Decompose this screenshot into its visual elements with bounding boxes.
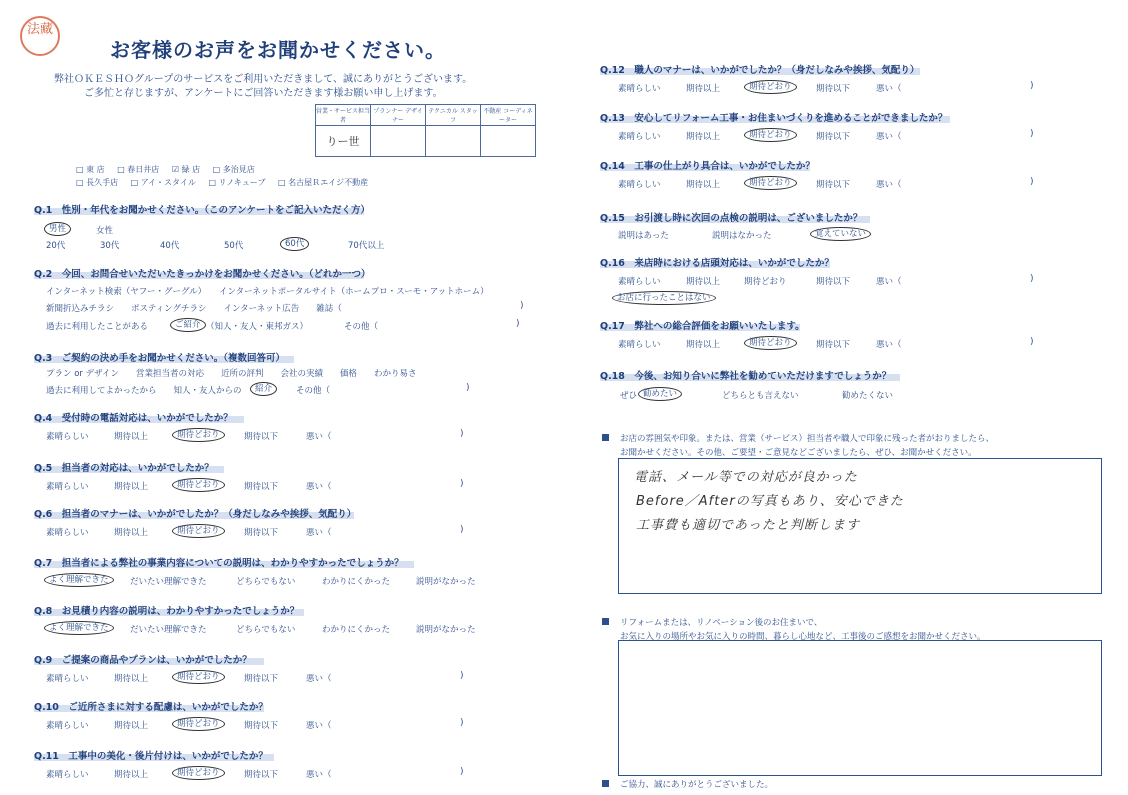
age-option-selected[interactable]: 60代	[280, 237, 309, 251]
store-row-2	[76, 177, 378, 188]
store-option[interactable]: □ リノキューブ	[208, 178, 266, 187]
q13-option-selected[interactable]: 期待どおり	[744, 128, 797, 142]
q14-option[interactable]: 期待以下	[816, 180, 851, 190]
q5-option[interactable]: 期待以上	[114, 482, 149, 492]
store-row-1	[76, 164, 265, 175]
q15-option-selected[interactable]: 覚えていない	[810, 227, 871, 241]
q16-option[interactable]: 期待以下	[816, 277, 851, 287]
q4-option[interactable]: 素晴らしい	[46, 432, 89, 442]
q8-option[interactable]: どちらでもない	[236, 625, 296, 635]
q14-option[interactable]: 期待以上	[686, 180, 721, 190]
q16-option[interactable]: 期待どおり	[744, 277, 787, 287]
q17-option[interactable]: 悪い（	[876, 340, 902, 350]
question-10: Q.10 ご近所さまに対する配慮は、いかがでしたか？	[34, 702, 268, 713]
question-1: Q.1 性別・年代をお聞かせください。（このアンケートをご記入いただく方）	[34, 205, 370, 216]
q14-option-selected[interactable]: 期待どおり	[744, 176, 797, 190]
handwritten-line: 電話、メール等での対応が良かった	[634, 470, 858, 485]
q3-options-1[interactable]: プラン or デザイン 営業担当者の対応 近所の評判 会社の実績 価格 わかり易さ	[46, 369, 417, 379]
q6-option[interactable]: 期待以下	[244, 528, 279, 538]
q8-option-selected[interactable]: よく理解できた	[44, 621, 114, 635]
question-16: Q.16 来店時における店頭対応は、いかがでしたか？	[600, 258, 834, 269]
q7-option[interactable]: だいたい理解できた	[130, 577, 207, 587]
q18-option[interactable]: 勧めたくない	[842, 391, 894, 401]
question-13: Q.13 安心してリフォーム工事・お住まいづくりを進めることができましたか？	[600, 113, 948, 124]
store-option[interactable]: □ 長久手店	[76, 178, 119, 187]
q12-option[interactable]: 素晴らしい	[618, 84, 661, 94]
age-option[interactable]: 70代以上	[348, 241, 385, 251]
thanks-text: ご協力、誠にありがとうございました。	[620, 780, 774, 790]
q9-option[interactable]: 期待以下	[244, 674, 279, 684]
staff-header: プランナー デザイナー	[371, 105, 426, 126]
q10-option[interactable]: 素晴らしい	[46, 721, 89, 731]
age-option[interactable]: 50代	[224, 241, 244, 251]
store-option[interactable]: □ 多治見店	[212, 165, 255, 174]
store-option[interactable]: □ 春日井店	[117, 165, 160, 174]
q2-referral-selected[interactable]: ご紹介	[170, 318, 206, 332]
question-5: Q.5 担当者の対応は、いかがでしたか？	[34, 463, 214, 474]
question-9: Q.9 ご提案の商品やプランは、いかがでしたか？	[34, 655, 252, 666]
q12-option[interactable]: 悪い（	[876, 84, 902, 94]
q2-options-1[interactable]: インターネット検索（ヤフー・グーグル） インターネットポータルサイト（ホームプロ・スーモ・アットホーム）	[46, 287, 489, 297]
q4-option-selected[interactable]: 期待どおり	[172, 428, 225, 442]
store-option[interactable]: □ アイ・スタイル	[130, 178, 196, 187]
q18-option[interactable]: どちらとも言えない	[722, 391, 799, 401]
age-option[interactable]: 40代	[160, 241, 180, 251]
q11-option[interactable]: 悪い（	[306, 770, 332, 780]
q10-option-selected[interactable]: 期待どおり	[172, 717, 225, 731]
staff-header: 不動産 コーディネーター	[481, 105, 536, 126]
q8-option[interactable]: 説明がなかった	[416, 625, 476, 635]
q10-option[interactable]: 期待以下	[244, 721, 279, 731]
q9-option-selected[interactable]: 期待どおり	[172, 670, 225, 684]
question-7: Q.7 担当者による弊社の事業内容についての説明は、わかりやすかったでしょうか？	[34, 558, 404, 569]
q4-option[interactable]: 期待以下	[244, 432, 279, 442]
question-2: Q.2 今回、お問合せいただいたきっかけをお聞かせください。（どれか一つ）	[34, 269, 371, 280]
company-seal: 法藏	[20, 16, 60, 56]
question-11: Q.11 工事中の美化・後片付けは、いかがでしたか？	[34, 751, 268, 762]
q9-option[interactable]: 素晴らしい	[46, 674, 89, 684]
question-15: Q.15 お引渡し時に次回の点検の説明は、ございましたか？	[600, 213, 863, 224]
staff-table	[315, 104, 536, 157]
q7-option[interactable]: 説明がなかった	[416, 577, 476, 587]
store-option[interactable]: □ 東 店	[76, 165, 105, 174]
question-17: Q.17 弊社への総合評価をお願いいたします。	[600, 321, 805, 332]
q10-option[interactable]: 悪い（	[306, 721, 332, 731]
staff-value[interactable]	[371, 126, 426, 157]
q18-prefix: ぜひ	[620, 391, 638, 401]
comment2-label-2: お気に入りの場所やお気に入りの時間、暮らし心地など、工事後のご感想をお聞かせください。	[620, 632, 986, 642]
staff-value[interactable]	[426, 126, 481, 157]
q5-option[interactable]: 悪い（	[306, 482, 332, 492]
intro-line-2: ご多忙と存じますが、アンケートにご回答いただきます様お願い申し上げます。	[84, 88, 443, 99]
question-18: Q.18 今後、お知り合いに弊社を勧めていただけますでしょうか？	[600, 371, 892, 382]
q17-option[interactable]: 期待以下	[816, 340, 851, 350]
q17-option[interactable]: 素晴らしい	[618, 340, 661, 350]
q3-referral-selected[interactable]: 紹介	[250, 382, 277, 396]
q9-option[interactable]: 悪い（	[306, 674, 332, 684]
q11-option-selected[interactable]: 期待どおり	[172, 766, 225, 780]
q6-option[interactable]: 素晴らしい	[46, 528, 89, 538]
q5-option[interactable]: 期待以下	[244, 482, 279, 492]
q11-option[interactable]: 期待以上	[114, 770, 149, 780]
q2-past-use[interactable]: 過去に利用したことがある	[46, 322, 149, 332]
q13-option[interactable]: 悪い（	[876, 132, 902, 142]
q13-option[interactable]: 素晴らしい	[618, 132, 661, 142]
q4-option[interactable]: 悪い（	[306, 432, 332, 442]
question-12: Q.12 職人のマナーは、いかがでしたか？（身だしなみや挨拶、気配り）	[600, 65, 920, 76]
q2-referral-detail: （知人・友人・東邦ガス）	[206, 322, 309, 332]
q6-option[interactable]: 悪い（	[306, 528, 332, 538]
q10-option[interactable]: 期待以上	[114, 721, 149, 731]
q3-options-2[interactable]: 過去に利用してよかったから 知人・友人からの	[46, 386, 242, 396]
q18-recommend-selected[interactable]: 勧めたい	[638, 387, 682, 401]
q16-option[interactable]: 素晴らしい	[618, 277, 661, 287]
q2-other[interactable]: その他（	[344, 322, 379, 332]
q16-option[interactable]: 期待以上	[686, 277, 721, 287]
gender-female[interactable]: 女性	[96, 226, 114, 236]
page-title: お客様のお声をお聞かせください。	[110, 38, 446, 62]
q13-option[interactable]: 期待以上	[686, 132, 721, 142]
question-6: Q.6 担当者のマナーは、いかがでしたか？（身だしなみや挨拶、気配り）	[34, 509, 357, 520]
staff-value[interactable]: りー世	[316, 126, 371, 157]
q12-option-selected[interactable]: 期待どおり	[744, 80, 797, 94]
store-option[interactable]: ☑ 緑 店	[171, 165, 201, 174]
comment1-label-1: お店の雰囲気や印象。または、営業（サービス）担当者や職人で印象に残った者がおりましたら、	[620, 434, 995, 444]
q5-option-selected[interactable]: 期待どおり	[172, 478, 225, 492]
store-option[interactable]: □ 名古屋Ｒエイジ不動産	[278, 178, 369, 187]
gender-male[interactable]: 男性	[44, 222, 71, 236]
q3-other[interactable]: その他（	[296, 386, 331, 396]
staff-header: 営業・サービス担当者	[316, 105, 371, 126]
age-option[interactable]: 30代	[100, 241, 120, 251]
q14-option[interactable]: 悪い（	[876, 180, 902, 190]
handwritten-line: Before／Afterの写真もあり、安心できた	[636, 494, 904, 509]
intro-line-1: 弊社ＯＫＥＳＨＯグループのサービスをご利用いただきまして、誠にありがとうございます。	[54, 74, 473, 85]
comment1-label-2: お聞かせください。その他、ご要望・ご意見などございましたら、ぜひ、お聞かせください。	[620, 448, 977, 458]
q11-option[interactable]: 期待以下	[244, 770, 279, 780]
comment2-label-1: リフォームまたは、リノベーション後のお住まいで、	[620, 618, 823, 628]
q13-option[interactable]: 期待以下	[816, 132, 851, 142]
q16-option[interactable]: 悪い（	[876, 277, 902, 287]
age-option[interactable]: 20代	[46, 241, 66, 251]
q16-never-visited-selected[interactable]: お店に行ったことはない	[612, 291, 716, 305]
question-3: Q.3 ご契約の決め手をお聞かせください。（複数回答可）	[34, 353, 286, 364]
q17-option[interactable]: 期待以上	[686, 340, 721, 350]
question-8: Q.8 お見積り内容の説明は、わかりやすかったでしょうか？	[34, 606, 300, 617]
q8-option[interactable]: だいたい理解できた	[130, 625, 207, 635]
q8-option[interactable]: わかりにくかった	[322, 625, 391, 635]
comment2-box[interactable]	[618, 640, 1102, 776]
handwritten-line: 工事費も適切であったと判断します	[636, 518, 860, 533]
q9-option[interactable]: 期待以上	[114, 674, 149, 684]
q15-option[interactable]: 説明はあった	[618, 231, 669, 241]
q11-option[interactable]: 素晴らしい	[46, 770, 89, 780]
q7-option-selected[interactable]: よく理解できた	[44, 573, 114, 587]
q5-option[interactable]: 素晴らしい	[46, 482, 89, 492]
q15-option[interactable]: 説明はなかった	[712, 231, 772, 241]
question-4: Q.4 受付時の電話対応は、いかがでしたか？	[34, 413, 233, 424]
q6-option[interactable]: 期待以上	[114, 528, 149, 538]
q7-option[interactable]: どちらでもない	[236, 577, 296, 587]
staff-value[interactable]	[481, 126, 536, 157]
q17-option-selected[interactable]: 期待どおり	[744, 336, 797, 350]
q4-option[interactable]: 期待以上	[114, 432, 149, 442]
q14-option[interactable]: 素晴らしい	[618, 180, 661, 190]
q7-option[interactable]: わかりにくかった	[322, 577, 391, 587]
q6-option-selected[interactable]: 期待どおり	[172, 524, 225, 538]
question-14: Q.14 工事の仕上がり具合は、いかがでしたか？	[600, 161, 815, 172]
q12-option[interactable]: 期待以上	[686, 84, 721, 94]
q2-options-2[interactable]: 新聞折込みチラシ ポスティングチラシ インターネット広告 雑誌（	[46, 304, 342, 314]
q12-option[interactable]: 期待以下	[816, 84, 851, 94]
staff-header: テクニカル スタッフ	[426, 105, 481, 126]
